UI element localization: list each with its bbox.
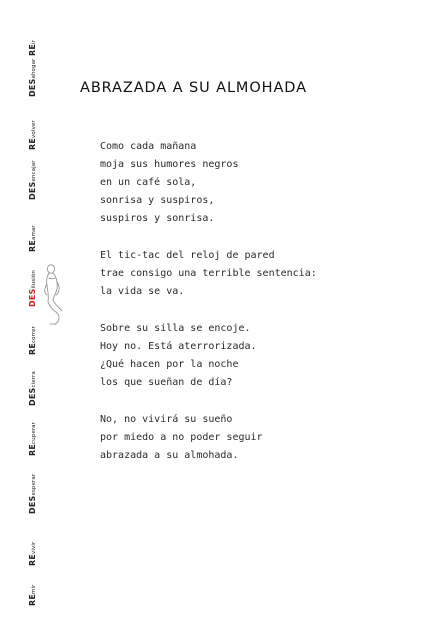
margin-word-prefix: RE [28,43,37,56]
margin-word [22,371,38,406]
margin-word-prefix: RE [28,239,37,252]
margin-word-suffix: correr [31,326,37,343]
margin-word-suffix: cierra [31,371,37,388]
margin-word [22,585,38,606]
margin-word [22,326,38,355]
poem-line: No, no vivirá su sueño [100,414,233,425]
margin-word-prefix: RE [28,342,37,355]
margin-word-suffix: volver [31,120,37,138]
seated-woman-sketch-icon [40,262,66,328]
margin-word-suffix: mir [31,584,37,594]
margin-word-suffix: esperar [31,473,37,496]
poem-line: Como cada mañana [100,141,197,152]
poem-line: sonrisa y suspiros, [100,195,215,206]
margin-word [22,160,38,200]
poem-line: en un café sola, [100,177,197,188]
margin-word [22,542,38,566]
poem-body [100,138,400,484]
margin-word-suffix: encajar [31,160,37,182]
margin-word-suffix: ilusión [31,270,37,289]
margin-word-prefix: RE [28,593,37,606]
margin-word [22,120,38,150]
stanza [100,138,400,228]
margin-word-prefix: RE [28,553,37,566]
poem-line: abrazada a su almohada. [100,450,239,461]
stanza [100,411,400,465]
stanza [100,320,400,392]
margin-word-suffix: amar [31,225,37,240]
poem-line: moja sus humores negros [100,159,239,170]
poem-line: la vida se va. [100,286,185,297]
margin-word-suffix: cuperar [31,421,37,444]
margin-word-highlighted [22,270,38,307]
stanza [100,247,400,301]
margin-word-suffix: vivir [31,541,37,554]
poem-line: Sobre su silla se encoje. [100,323,251,334]
poem-line: suspiros y sonrisa. [100,213,215,224]
poem-line: El tic-tac del reloj de pared [100,250,275,261]
margin-word-prefix: RE [28,443,37,456]
poem-line: los que sueñan de día? [100,377,233,388]
margin-word-suffix: ahogar [31,58,37,79]
margin-word [22,474,38,514]
margin-word-prefix: DES [28,181,37,200]
margin-word-prefix: DES [28,78,37,97]
margin-word-prefix: DES [28,288,37,307]
margin-word [22,59,38,97]
poem-line: ¿Qué hacen por la noche [100,359,239,370]
margin-word-prefix: DES [28,387,37,406]
margin-word [22,225,38,252]
poem-line: trae consigo una terrible sentencia: [100,268,317,279]
poem-line: por miedo a no poder seguir [100,432,263,443]
margin-word [22,422,38,456]
poem-line: Hoy no. Está aterrorizada. [100,341,257,352]
margin-word [22,40,38,56]
margin-word-suffix: ír [31,39,37,44]
poem-title: ABRAZADA A SU ALMOHADA [80,80,307,96]
margin-word-prefix: DES [28,495,37,514]
margin-word-prefix: RE [28,137,37,150]
